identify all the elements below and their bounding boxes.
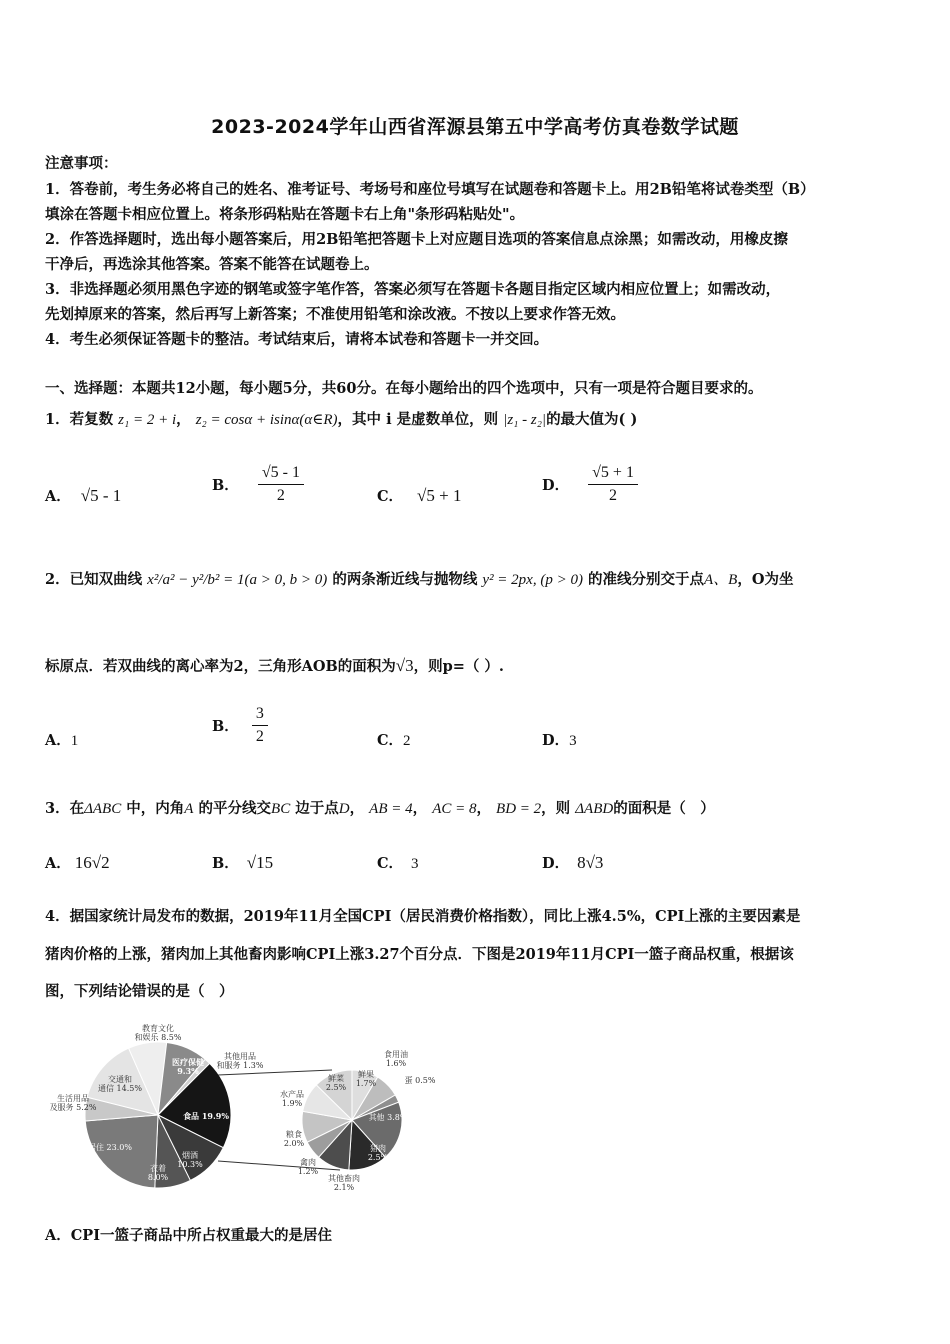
pie-label: 和娱乐 8.5%	[134, 1033, 182, 1042]
pie-label: 食用油	[384, 1050, 408, 1059]
pie-label: 1.6%	[385, 1059, 407, 1068]
question-2-line-1: 2．已知双曲线 x²/a² − y²/b² = 1(a > 0, b > 0) 的两条渐近线与抛物线 y² = 2px, (p > 0) 的准线分别交于点A、B，O为坐	[45, 571, 794, 588]
hyperbola-equation: x²/a² − y²/b² = 1(a > 0, b > 0)	[147, 572, 328, 588]
pie-label: 鲜菜	[328, 1074, 344, 1083]
pie-label: 猪肉	[370, 1144, 386, 1153]
question-4-line-3: 图，下列结论错误的是（ ）	[45, 983, 234, 1000]
question-4-line-2: 猪肉价格的上涨，猪肉加上其他畜肉影响CPI上涨3.27个百分点．下图是2019年11月CPI一篮子商品权重，根据该	[45, 946, 794, 963]
pie-label: 1.2%	[297, 1167, 319, 1176]
question-3: 3．在ΔABC 中，内角A 的平分线交BC 边于点D， AB = 4， AC = 8， BD = 2，则 ΔABD的面积是（ ）	[45, 800, 715, 817]
pie-label: 其他 3.8%	[368, 1113, 408, 1122]
notice-line: 填涂在答题卡相应位置上。将条形码粘贴在答题卡右上角"条形码粘贴处"。	[45, 206, 525, 223]
pie-label: 蛋 0.5%	[404, 1076, 436, 1085]
z1-expression: z₁ = 2 + i	[118, 412, 177, 428]
q4-option-a[interactable]: A．CPI一篮子商品中所占权重最大的是居住	[45, 1227, 332, 1244]
question-2-line-2: 标原点．若双曲线的离心率为2，三角形AOB的面积为√3，则p=（ ）.	[45, 656, 504, 675]
pie-label: 和服务 1.3%	[216, 1061, 264, 1070]
pie-label: 10.3%	[177, 1160, 203, 1169]
section-heading: 一、选择题：本题共12小题，每小题5分，共60分。在每小题给出的四个选项中，只有一项是符合题目要求的。	[45, 380, 763, 397]
cpi-pie-chart	[40, 1015, 460, 1205]
notice-line: 2．作答选择题时，选出每小题答案后，用2B铅笔把答题卡上对应题目选项的答案信息点涂黑；如需改动，用橡皮擦	[45, 231, 788, 248]
pie-label: 粮食	[286, 1130, 302, 1139]
q1-option-b[interactable]: B． $\frac{√5 - 1}{2}$	[212, 462, 304, 507]
q2-option-d[interactable]: D．3	[542, 732, 577, 749]
pie-label: 8.0%	[147, 1173, 169, 1182]
notice-line: 1．答卷前，考生务必将自己的姓名、准考证号、考场号和座位号填写在试题卷和答题卡上。用2B铅笔将试卷类型（B）	[45, 181, 815, 198]
q2-option-b[interactable]: B． $\frac{3}{2}$	[212, 703, 268, 748]
q3-option-c[interactable]: C． 3	[377, 855, 419, 872]
pie-label: 2.1%	[333, 1183, 355, 1192]
pie-label: 9.3%	[177, 1066, 199, 1076]
notice-line: 4．考生必须保证答题卡的整洁。考试结束后，请将本试卷和答题卡一并交回。	[45, 331, 549, 348]
notice-line: 干净后，再选涂其他答案。答案不能答在试题卷上。	[45, 256, 379, 273]
pie-label: 生活用品	[57, 1094, 89, 1103]
pie-label: 及服务 5.2%	[49, 1103, 97, 1112]
pie-label: 其他用品	[224, 1052, 256, 1061]
q1-option-a[interactable]: A． √5 - 1	[45, 486, 122, 505]
pie-label: 教育文化	[142, 1024, 174, 1033]
q3-option-d[interactable]: D． 8√3	[542, 853, 604, 872]
q2-option-c[interactable]: C．2	[377, 732, 411, 749]
notice-line: 3．非选择题必须用黑色字迹的钢笔或签字笔作答，答案必须写在答题卡各题目指定区域内相应位置上；如需改动，	[45, 281, 781, 298]
notice-heading: 注意事项：	[45, 155, 118, 172]
pie-label: 禽肉	[300, 1158, 316, 1167]
parabola-equation: y² = 2px, (p > 0)	[482, 572, 583, 588]
question-1: 1．若复数 z₁ = 2 + i， z₂ = cosα + isinα(α∈R)，其中 i 是虚数单位，则 |z₁ - z₂|的最大值为( )	[45, 411, 638, 428]
pie-label: 交通和	[108, 1075, 132, 1084]
q1-option-c[interactable]: C． √5 + 1	[377, 486, 462, 505]
pie-label: 水产品	[280, 1090, 304, 1099]
connector-line	[218, 1161, 340, 1170]
pie-label: 烟酒	[182, 1151, 198, 1160]
area-value: √3	[395, 656, 414, 675]
notice-line: 先划掉原来的答案，然后再写上新答案；不准使用铅笔和涂改液。不按以上要求作答无效。	[45, 306, 625, 323]
z2-expression: z₂ = cosα + isinα(α∈R)	[195, 412, 338, 428]
pie-label: 医疗保健	[172, 1057, 204, 1067]
pie-label: 食品 19.9%	[183, 1111, 229, 1121]
pie-label: 2.0%	[283, 1139, 305, 1148]
question-4-line-1: 4．据国家统计局发布的数据，2019年11月全国CPI（居民消费价格指数），同比上涨4.5%，CPI上涨的主要因素是	[45, 908, 801, 925]
q1-option-d[interactable]: D． $\frac{√5 + 1}{2}$	[542, 462, 638, 507]
pie-label: 2.5%	[325, 1083, 347, 1092]
pie-label: 鲜果	[358, 1070, 374, 1079]
connector-line	[218, 1070, 332, 1075]
pie-label: 1.7%	[355, 1079, 377, 1088]
pie-label: 居住 23.0%	[88, 1143, 132, 1152]
pie-label: 1.9%	[281, 1099, 303, 1108]
pie-label: 通信 14.5%	[98, 1084, 142, 1093]
pie-label: 衣着	[150, 1164, 166, 1173]
pie-label: 2.5%	[367, 1153, 389, 1162]
pie-label: 其他畜肉	[328, 1174, 360, 1183]
q3-option-a[interactable]: A． 16√2	[45, 853, 110, 872]
abs-expression: |z₁ - z₂|	[503, 412, 547, 428]
page-title: 2023-2024学年山西省浑源县第五中学高考仿真卷数学试题	[211, 116, 739, 138]
q3-option-b[interactable]: B． √15	[212, 853, 274, 872]
q2-option-a[interactable]: A．1	[45, 732, 79, 749]
